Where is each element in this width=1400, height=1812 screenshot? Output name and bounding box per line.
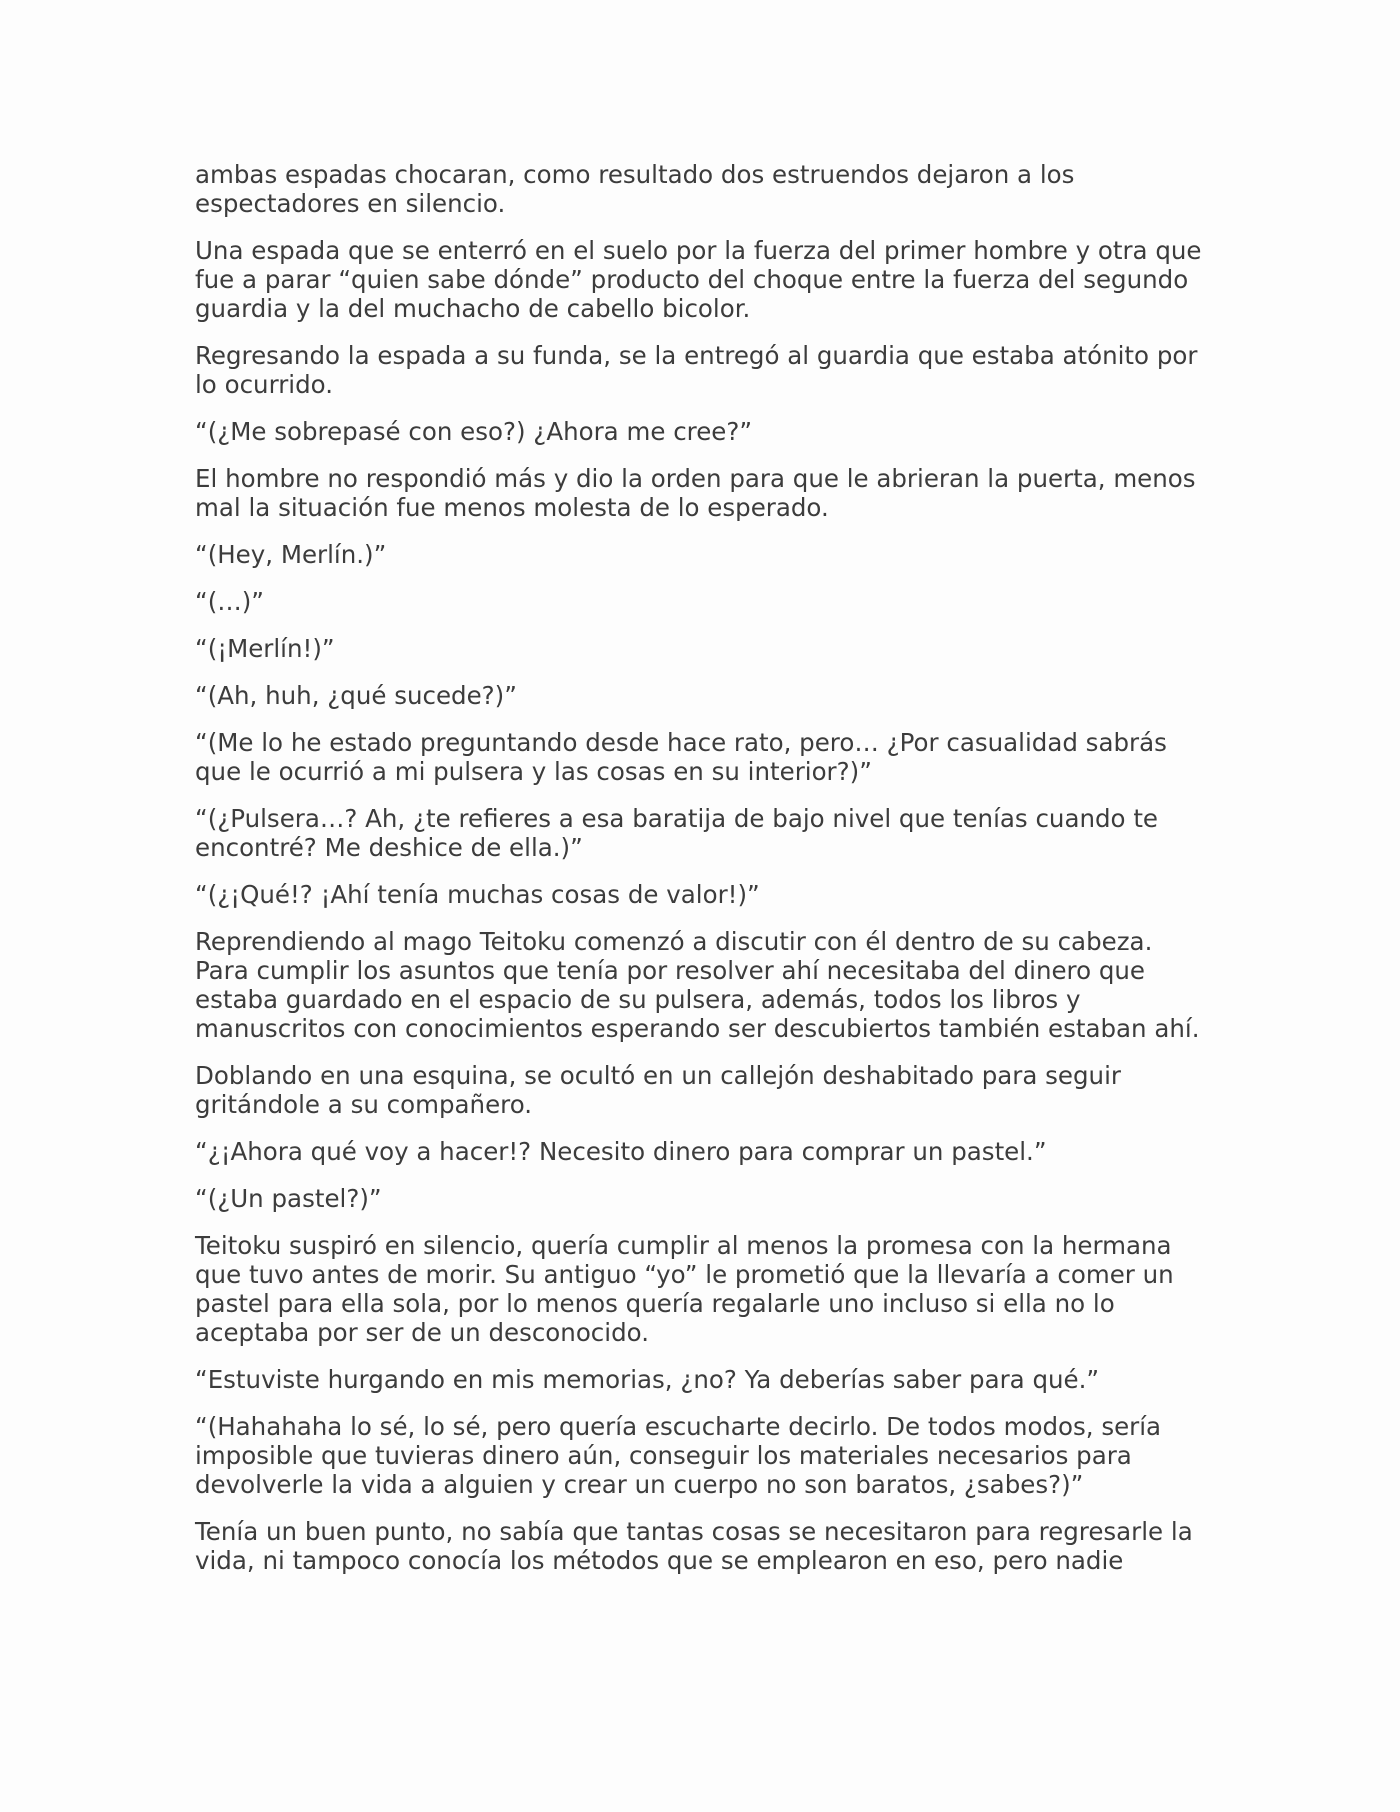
dialogue-line: “(Me lo he estado preguntando desde hace rato, pero… ¿Por casualidad sabrás que le ocurrió a mi pulsera y las cosas en su interior?)” <box>195 728 1167 786</box>
paragraph: Doblando en una esquina, se ocultó en un callejón deshabitado para seguir gritándole a su compañero. <box>195 1061 1121 1119</box>
dialogue-line: “(…)” <box>195 587 265 616</box>
dialogue-line: “(¿Me sobrepasé con eso?) ¿Ahora me cree?” <box>195 417 753 446</box>
paragraph: El hombre no respondió más y dio la orden para que le abrieran la puerta, menos mal la situación fue menos molesta de lo esperado. <box>195 464 1196 522</box>
dialogue-line: “¿¡Ahora qué voy a hacer!? Necesito dinero para comprar un pastel.” <box>195 1137 1047 1166</box>
dialogue-line: “(¡Merlín!)” <box>195 634 335 663</box>
paragraph: ambas espadas chocaran, como resultado dos estruendos dejaron a los espectadores en silencio. <box>195 160 1075 218</box>
paragraph: Una espada que se enterró en el suelo por la fuerza del primer hombre y otra que fue a parar “quien sabe dónde” producto del choque entre la fuerza del segundo guardia y la del muchacho de cabello bicolor. <box>195 236 1202 323</box>
paragraph: Tenía un buen punto, no sabía que tantas cosas se necesitaron para regresarle la vida, ni tampoco conocía los métodos que se emplearon en eso, pero nadie <box>195 1517 1193 1575</box>
paragraph: Teitoku suspiró en silencio, quería cumplir al menos la promesa con la hermana que tuvo antes de morir. Su antiguo “yo” le prometió que la llevaría a comer un pastel para ella sola, por lo menos quería regalarle uno incluso si ella no lo aceptaba por ser de un desconocido. <box>195 1231 1174 1347</box>
dialogue-line: “(Ah, huh, ¿qué sucede?)” <box>195 681 517 710</box>
dialogue-line: “(¿¡Qué!? ¡Ahí tenía muchas cosas de valor!)” <box>195 880 760 909</box>
dialogue-line: “Estuviste hurgando en mis memorias, ¿no? Ya deberías saber para qué.” <box>195 1365 1100 1394</box>
dialogue-line: “(¿Un pastel?)” <box>195 1184 382 1213</box>
dialogue-line: “(Hahahaha lo sé, lo sé, pero quería escucharte decirlo. De todos modos, sería imposible que tuvieras dinero aún, conseguir los materiales necesarios para devolverle la vida a alguien y crear un cuerpo no son baratos, ¿sabes?)” <box>195 1412 1162 1499</box>
dialogue-line: “(Hey, Merlín.)” <box>195 540 387 569</box>
paragraph: Reprendiendo al mago Teitoku comenzó a discutir con él dentro de su cabeza. Para cumplir los asuntos que tenía por resolver ahí necesitaba del dinero que estaba guardado en el espacio de su pulsera, además, todos los libros y manuscritos con conocimientos esperando ser descubiertos también estaban ahí. <box>195 927 1200 1043</box>
document-page <box>195 160 1205 1593</box>
dialogue-line: “(¿Pulsera…? Ah, ¿te refieres a esa baratija de bajo nivel que tenías cuando te encontré? Me deshice de ella.)” <box>195 804 1159 862</box>
paragraph: Regresando la espada a su funda, se la entregó al guardia que estaba atónito por lo ocurrido. <box>195 341 1198 399</box>
